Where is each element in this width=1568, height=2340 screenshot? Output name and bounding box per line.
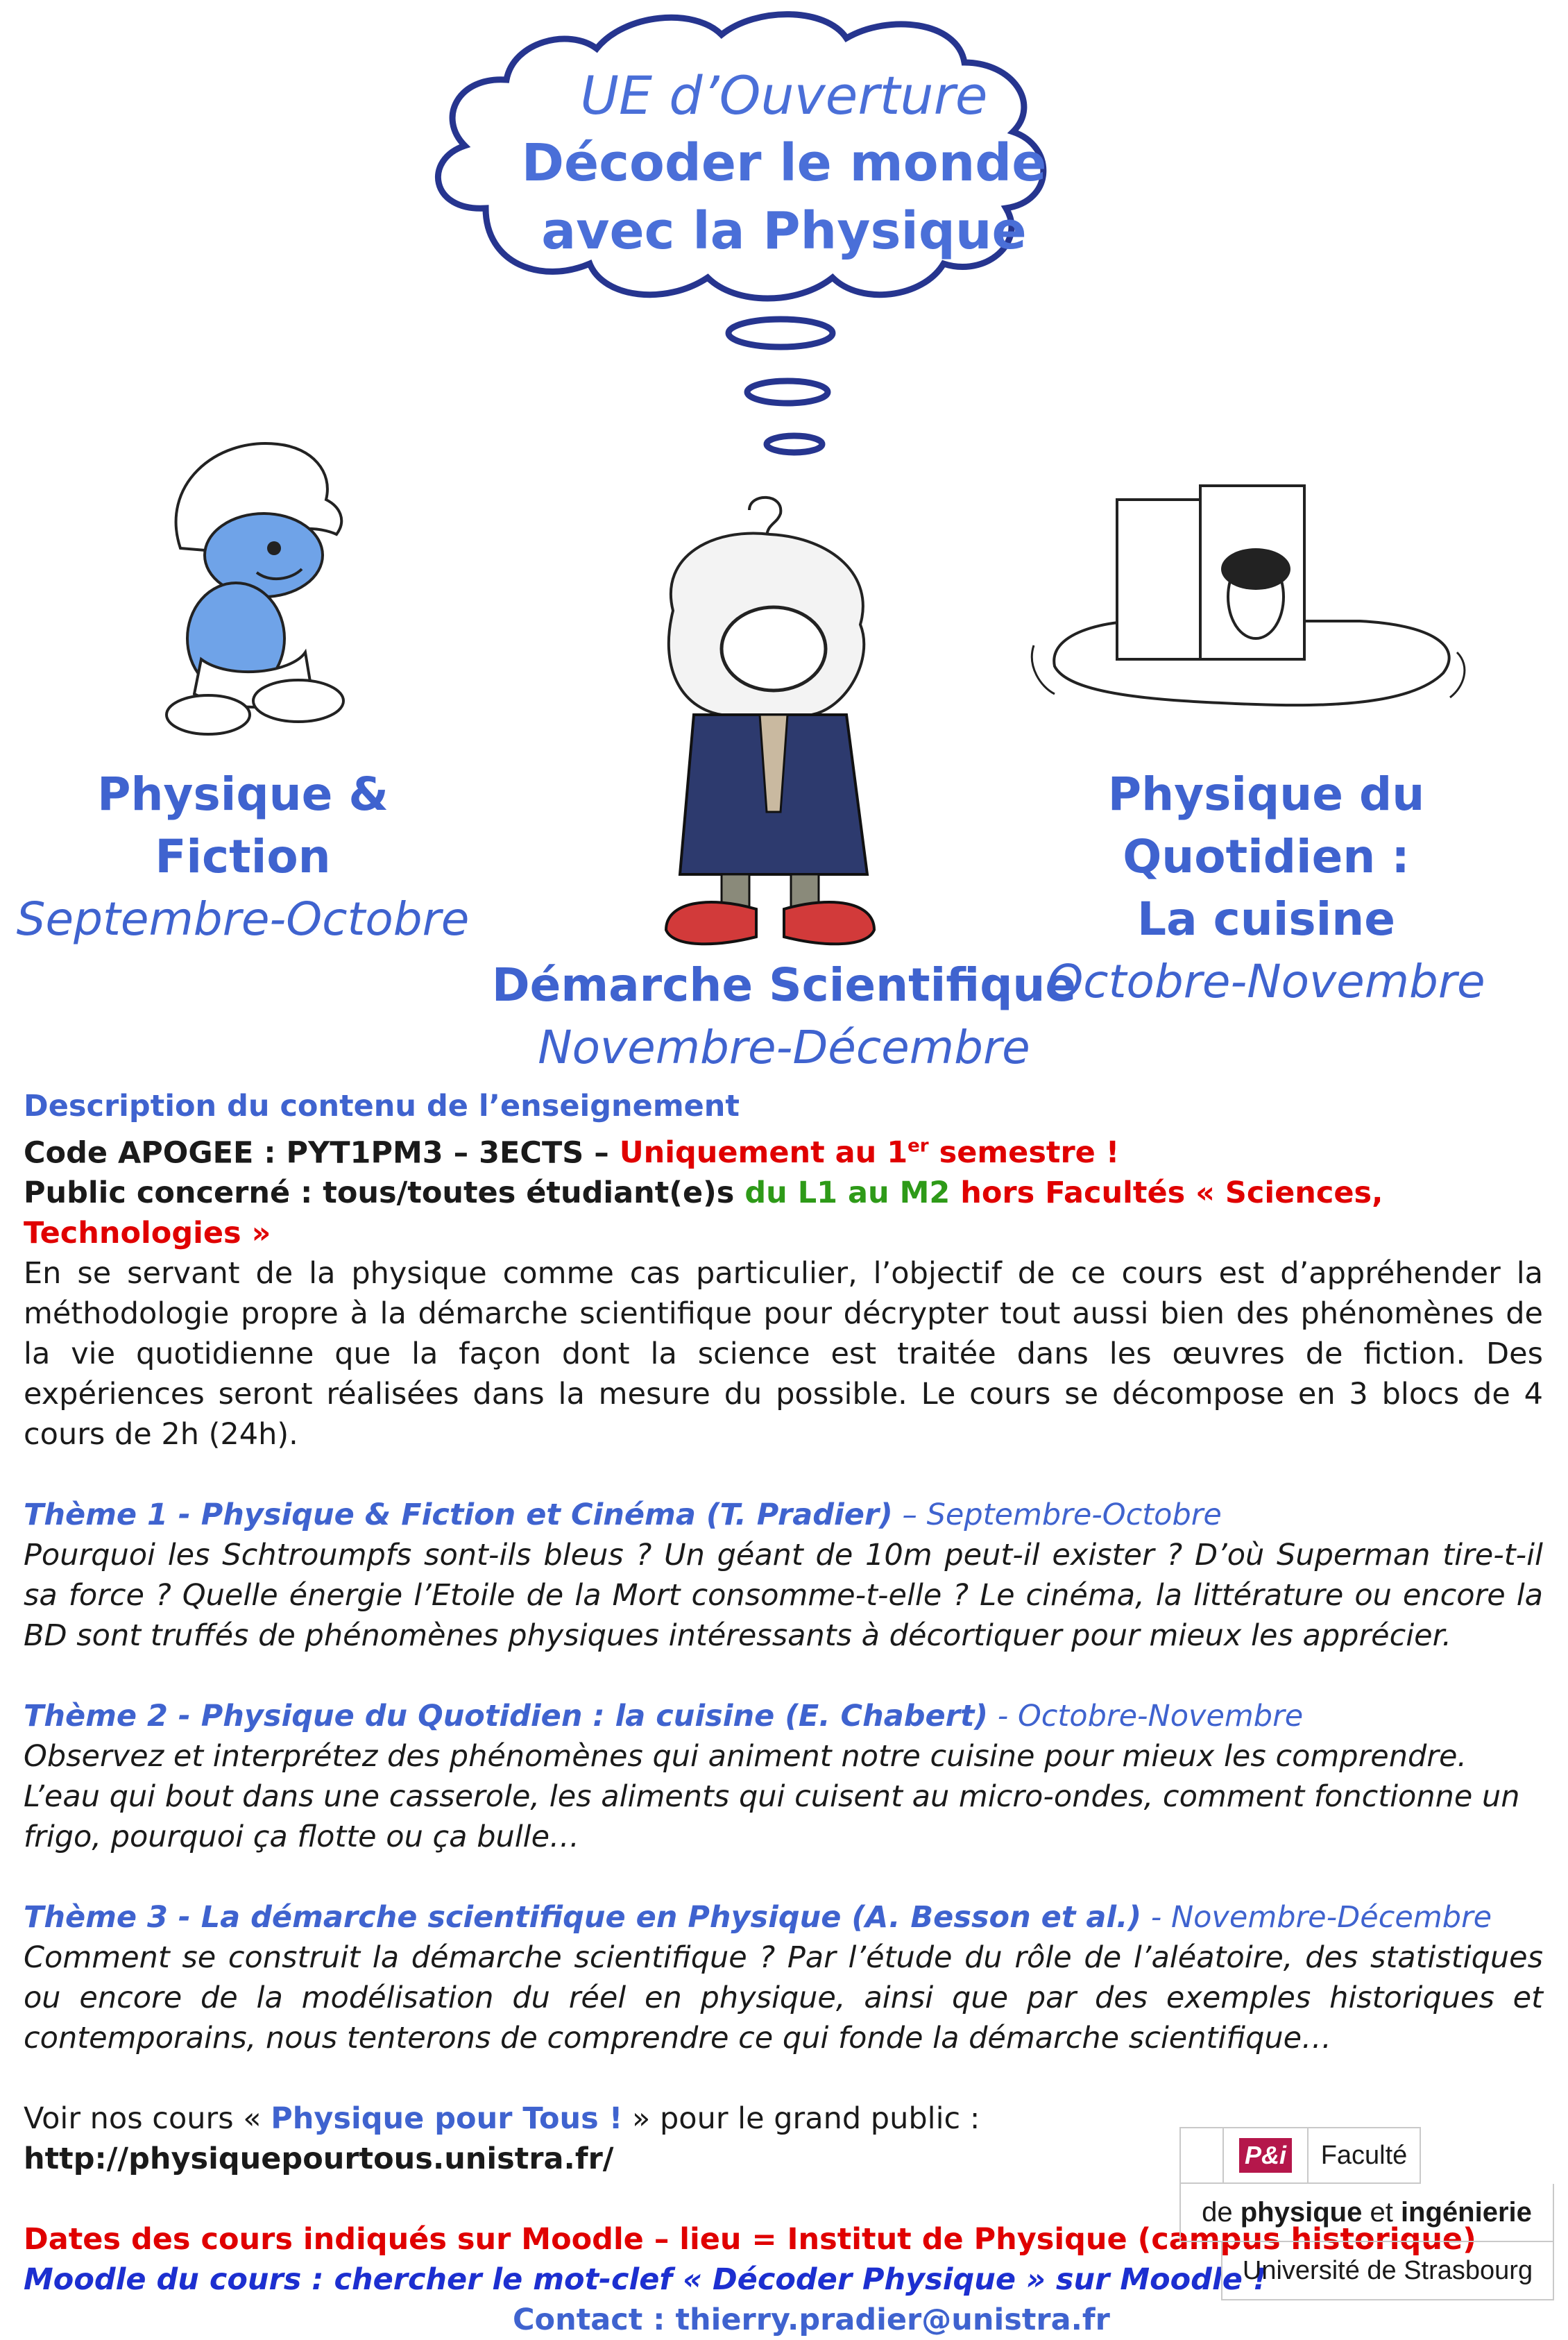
contact-line[interactable]: Contact : thierry.pradier@unistra.fr <box>513 2303 1110 2338</box>
description-paragraph: En se servant de la physique comme cas particulier, l’objectif de ce cours est d’appréhender la méthodologie propre à la démarche scientifique pour décrypter tout aussi bien des phénomènes de la vie quotidienne que la façon dont la science est traitée dans les œuvres de fiction. Des expériences seront réalisées dans la mesure du possible. Le cours se décompose en 3 blocs de 4 cours de 2h (24h). <box>24 1256 1543 1452</box>
section-3-title: Thème 3 - La démarche scientifique en Physique (A. Besson et al.) <box>24 1900 1142 1935</box>
code-label: Code APOGEE : PYT1PM3 – 3ECTS – <box>24 1135 620 1171</box>
fridge-penguin-illustration <box>1027 458 1478 749</box>
smurf-illustration <box>153 430 382 743</box>
section-3-text: Comment se construit la démarche scientifique ? Par l’étude du rôle de l’aléatoire, des statistiques ou encore de la modélisation du réel en physique, ainsi que par des exemples historiques et contemporains, nous tenterons de comprendre ce qui fonde la démarche scientifique… <box>24 1940 1543 2056</box>
section-2-text: Observez et interprétez des phénomènes qui animent notre cuisine pour mieux les comprendre. L’eau qui bout dans une casserole, les aliments qui cuisent au micro-ondes, comment fonctionne un frigo, pourquoi ça flotte ou ça bulle… <box>24 1739 1520 1855</box>
semester-note: Uniquement au 1er semestre ! <box>619 1135 1120 1171</box>
moodle-line: Moodle du cours : chercher le mot-clef « Décoder Physique » sur Moodle ! <box>24 2262 1267 2298</box>
section-1-text: Pourquoi les Schtroumpfs sont-ils bleus ? Un géant de 10m peut-il exister ? D’où Superman tire-t-il sa force ? Quelle énergie l’Etoile de la Mort consomme-t-elle ? Le cinéma, la littérature ou encore la BD sont truffés de phénomènes physiques intéressants à décortiquer pour mieux les apprécier. <box>24 1538 1543 1654</box>
description-heading: Description du contenu de l’enseignement <box>24 1089 740 1124</box>
section-1-dates: – Septembre-Octobre <box>892 1498 1222 1533</box>
theme-center-title: Démarche Scientifique <box>491 958 1077 1012</box>
public-label: Public concerné : tous/toutes étudiant(e)s <box>24 1176 745 1211</box>
pi-logo-mark: P&i <box>1239 2138 1292 2173</box>
section-2-dates: - Octobre-Novembre <box>988 1699 1304 1734</box>
public-courses-line: Voir nos cours « Physique pour Tous ! » pour le grand public : http://physiquepourtous.unistra.fr/ <box>24 2101 980 2177</box>
code-line <box>24 1126 1543 1173</box>
course-title-line1: UE d’Ouverture <box>580 65 988 126</box>
section-3-dates: - Novembre-Décembre <box>1141 1900 1492 1935</box>
logo-faculte: Faculté <box>1307 2127 1421 2184</box>
scientist-illustration <box>617 486 930 958</box>
physique-pour-tous-url[interactable]: http://physiquepourtous.unistra.fr/ <box>24 2142 614 2177</box>
section-1-title: Thème 1 - Physique & Fiction et Cinéma (T. Pradier) <box>24 1498 893 1533</box>
theme-right-title-line1: Physique du Quotidien : <box>1107 768 1425 883</box>
course-title <box>389 62 1179 265</box>
public-line <box>24 1173 1543 1253</box>
course-title-line2: Décoder le monde <box>521 133 1047 193</box>
theme-right-period: Octobre-Novembre <box>1047 955 1485 1008</box>
faculty-logo <box>1179 2127 1554 2300</box>
logo-faculty-name: de physique et ingénierie <box>1179 2184 1554 2242</box>
theme-left-period: Septembre-Octobre <box>16 892 470 946</box>
course-title-line3: avec la Physique <box>541 201 1027 261</box>
theme-left-title: Physique & Fiction <box>97 768 389 883</box>
section-1-heading <box>24 1495 1543 1535</box>
physique-pour-tous-link[interactable]: Physique pour Tous ! <box>271 2101 623 2137</box>
theme-center-period: Novembre-Décembre <box>538 1021 1030 1074</box>
public-exclusion: hors Facultés « Sciences, Technologies » <box>24 1176 1383 1251</box>
public-levels: du L1 au M2 <box>744 1176 961 1211</box>
theme-left-label <box>14 763 472 951</box>
dates-location-line: Dates des cours indiqués sur Moodle – lieu = Institut de Physique (campus historique) <box>24 2222 1476 2257</box>
logo-university: Université de Strasbourg <box>1221 2242 1554 2300</box>
theme-right-title-line2: La cuisine <box>1137 892 1395 946</box>
section-3-heading <box>24 1897 1543 1938</box>
section-2-title: Thème 2 - Physique du Quotidien : la cuisine (E. Chabert) <box>24 1699 989 1734</box>
section-2-heading <box>24 1696 1543 1736</box>
theme-center-label <box>472 954 1096 1079</box>
